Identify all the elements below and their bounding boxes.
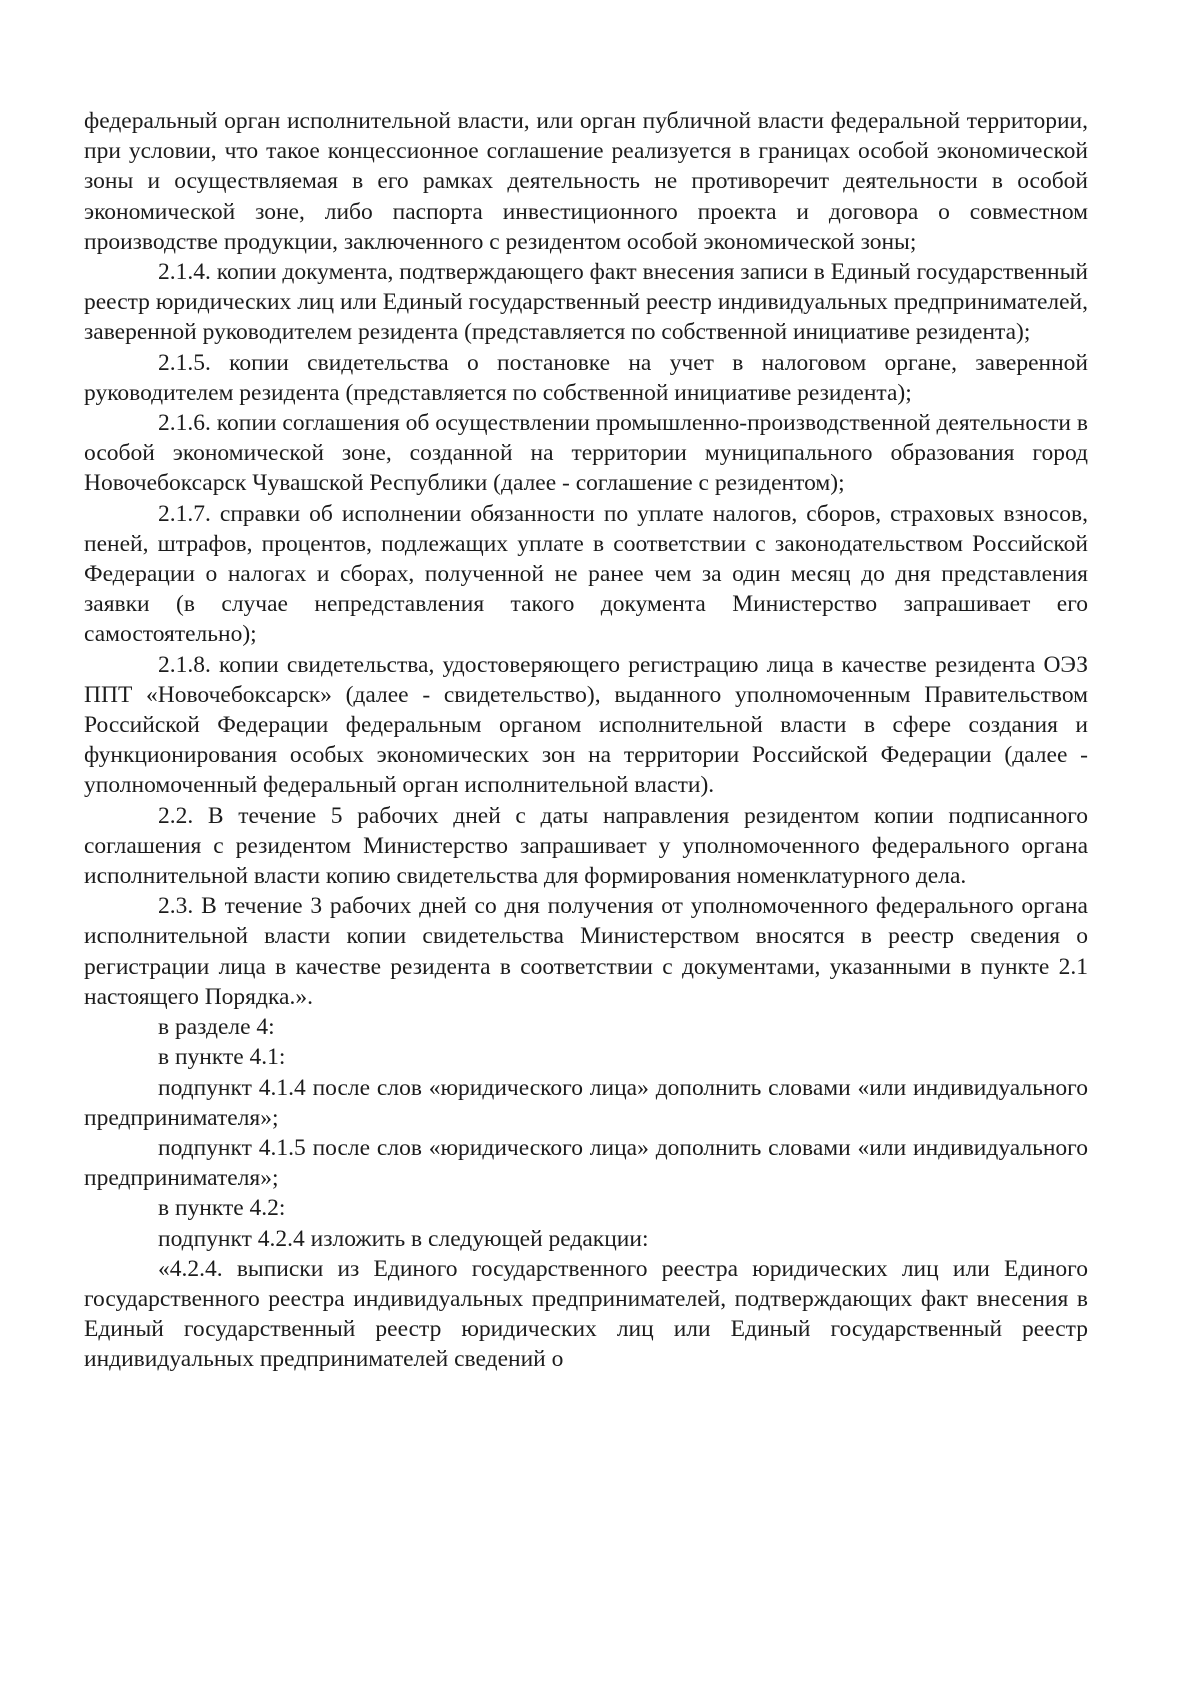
paragraph-4-1-4: подпункт 4.1.4 после слов «юридического лица» дополнить словами «или индивидуального предпринимателя»; [84, 1074, 1088, 1131]
paragraph-continuation: федеральный орган исполнительной власти, или орган публичной власти федеральной территории, при условии, что такое концессионное соглашение реализуется в границах особой экономической зоны и осуществляемая в его рамках деятельность не противоречит деятельности в особой экономической зоне, либо паспорта инвестиционного проекта и договора о совместном производстве продукции, заключенного с резидентом особой экономической зоны; [84, 108, 1088, 255]
paragraph-2-1-4: 2.1.4. копии документа, подтверждающего факт внесения записи в Единый государственный реестр юридических лиц или Единый государственный реестр индивидуальных предпринимателей, заверенной руководителем резидента (представляется по собственной инициативе резидента); [84, 259, 1088, 346]
paragraph-section-4: в разделе 4: [158, 1014, 275, 1041]
paragraph-item-4-1: в пункте 4.1: [158, 1044, 286, 1071]
paragraph-2-1-5: 2.1.5. копии свидетельства о постановке на учет в налоговом органе, заверенной руководителем резидента (представляется по собственной инициативе резидента); [84, 349, 1088, 406]
document-body [84, 106, 1088, 1375]
paragraph-2-1-8: 2.1.8. копии свидетельства, удостоверяющего регистрацию лица в качестве резидента ОЭЗ ППТ «Новочебоксарск» (далее - свидетельство), выданного уполномоченным Правительством Российской Федерации федеральным органом исполнительной власти в сфере создания и функционирования особых экономических зон на территории Российской Федерации (далее - уполномоченный федеральный орган исполнительной власти). [84, 651, 1088, 799]
paragraph-item-4-2: в пункте 4.2: [158, 1195, 286, 1222]
paragraph-2-1-6: 2.1.6. копии соглашения об осуществлении промышленно-производственной деятельности в особой экономической зоне, созданной на территории муниципального образования город Новочебоксарск Чувашской Республики (далее - соглашение с резидентом); [84, 410, 1088, 497]
paragraph-2-1-7: 2.1.7. справки об исполнении обязанности по уплате налогов, сборов, страховых взносов, пеней, штрафов, процентов, подлежащих уплате в соответствии с законодательством Российской Федерации о налогах и сборах, полученной не ранее чем за один месяц до дня представления заявки (в случае непредставления такого документа Министерство запрашивает его самостоятельно); [84, 500, 1088, 648]
paragraph-4-2-4: «4.2.4. выписки из Единого государственного реестра юридических лиц или Единого государственного реестра индивидуальных предпринимателей, подтверждающих факт внесения в Единый государственный реестр юридических лиц или Единый государственный реестр индивидуальных предпринимателей сведений о [84, 1255, 1088, 1373]
paragraph-2-3: 2.3. В течение 3 рабочих дней со дня получения от уполномоченного федерального органа исполнительной власти копии свидетельства Министерством вносятся в реестр сведения о регистрации лица в качестве резидента в соответствии с документами, указанными в пункте 2.1 настоящего Порядка.». [84, 893, 1088, 1010]
paragraph-2-2: 2.2. В течение 5 рабочих дней с даты направления резидентом копии подписанного соглашения с резидентом Министерство запрашивает у уполномоченного федерального органа исполнительной власти копию свидетельства для формирования номенклатурного дела. [84, 802, 1088, 890]
paragraph-4-1-5: подпункт 4.1.5 после слов «юридического лица» дополнить словами «или индивидуального предпринимателя»; [84, 1134, 1088, 1192]
paragraph-4-2-4-intro: подпункт 4.2.4 изложить в следующей редакции: [158, 1225, 649, 1252]
